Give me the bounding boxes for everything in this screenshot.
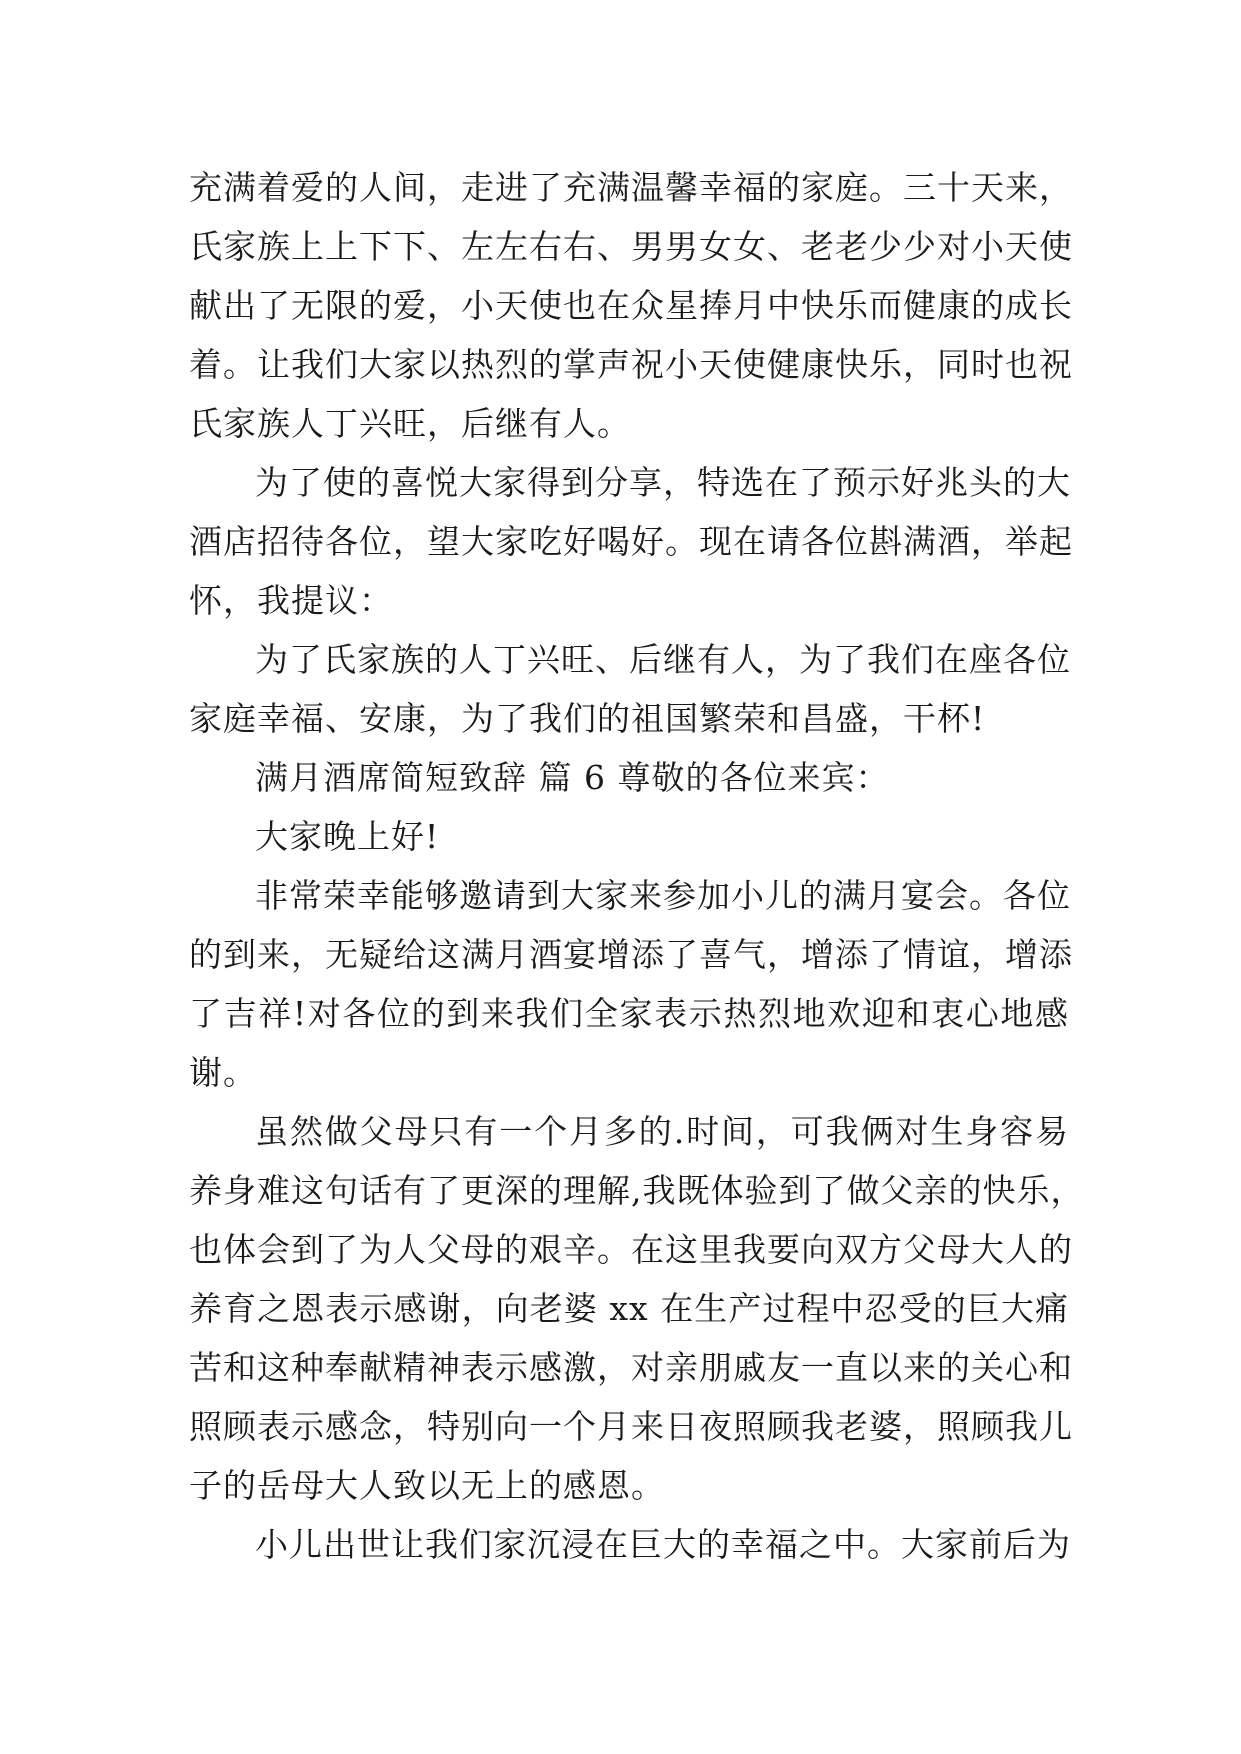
text-line: 的到来，无疑给这满月酒宴增添了喜气，增添了情谊，增添 bbox=[189, 935, 1073, 974]
text-line: 了吉祥!对各位的到来我们全家表示热烈地欢迎和衷心地感 bbox=[189, 994, 1069, 1033]
text-line: 怀，我提议： bbox=[189, 581, 393, 620]
text-line: 充满着爱的人间，走进了充满温馨幸福的家庭。三十天来， bbox=[189, 168, 1073, 207]
text-line: 氏家族人丁兴旺，后继有人。 bbox=[189, 404, 631, 443]
text-line: 小儿出世让我们家沉浸在巨大的幸福之中。大家前后为 bbox=[255, 1525, 1071, 1564]
text-line: 照顾表示感念，特别向一个月来日夜照顾我老婆，照顾我儿 bbox=[189, 1407, 1073, 1446]
text-line: 谢。 bbox=[189, 1053, 257, 1092]
text-line: 虽然做父母只有一个月多的.时间，可我俩对生身容易 bbox=[255, 1112, 1069, 1151]
text-line: 家庭幸福、安康，为了我们的祖国繁荣和昌盛，干杯! bbox=[189, 699, 986, 738]
text-line: 苦和这种奉献精神表示感激，对亲朋戚友一直以来的关心和 bbox=[189, 1348, 1073, 1387]
text-line: 为了氏家族的人丁兴旺、后继有人，为了我们在座各位 bbox=[255, 640, 1071, 679]
text-line: 养身难这句话有了更深的理解,我既体验到了做父亲的快乐， bbox=[189, 1171, 1085, 1210]
document-body bbox=[189, 158, 1085, 1574]
text-line: 酒店招待各位，望大家吃好喝好。现在请各位斟满酒，举起 bbox=[189, 522, 1073, 561]
text-line: 养育之恩表示感谢，向老婆 xx 在生产过程中忍受的巨大痛 bbox=[189, 1289, 1069, 1328]
text-line: 献出了无限的爱，小天使也在众星捧月中快乐而健康的成长 bbox=[189, 286, 1073, 325]
text-line: 氏家族上上下下、左左右右、男男女女、老老少少对小天使 bbox=[189, 227, 1073, 266]
text-line: 着。让我们大家以热烈的掌声祝小天使健康快乐，同时也祝 bbox=[189, 345, 1073, 384]
section-heading-line: 满月酒席简短致辞 篇 6 尊敬的各位来宾： bbox=[255, 758, 890, 797]
text-line: 子的岳母大人致以无上的感恩。 bbox=[189, 1466, 665, 1505]
text-line: 非常荣幸能够邀请到大家来参加小儿的满月宴会。各位 bbox=[255, 876, 1071, 915]
greeting-line: 大家晚上好! bbox=[255, 817, 440, 856]
text-line: 也体会到了为人父母的艰辛。在这里我要向双方父母大人的 bbox=[189, 1230, 1073, 1269]
text-line: 为了使的喜悦大家得到分享，特选在了预示好兆头的大 bbox=[255, 463, 1071, 502]
